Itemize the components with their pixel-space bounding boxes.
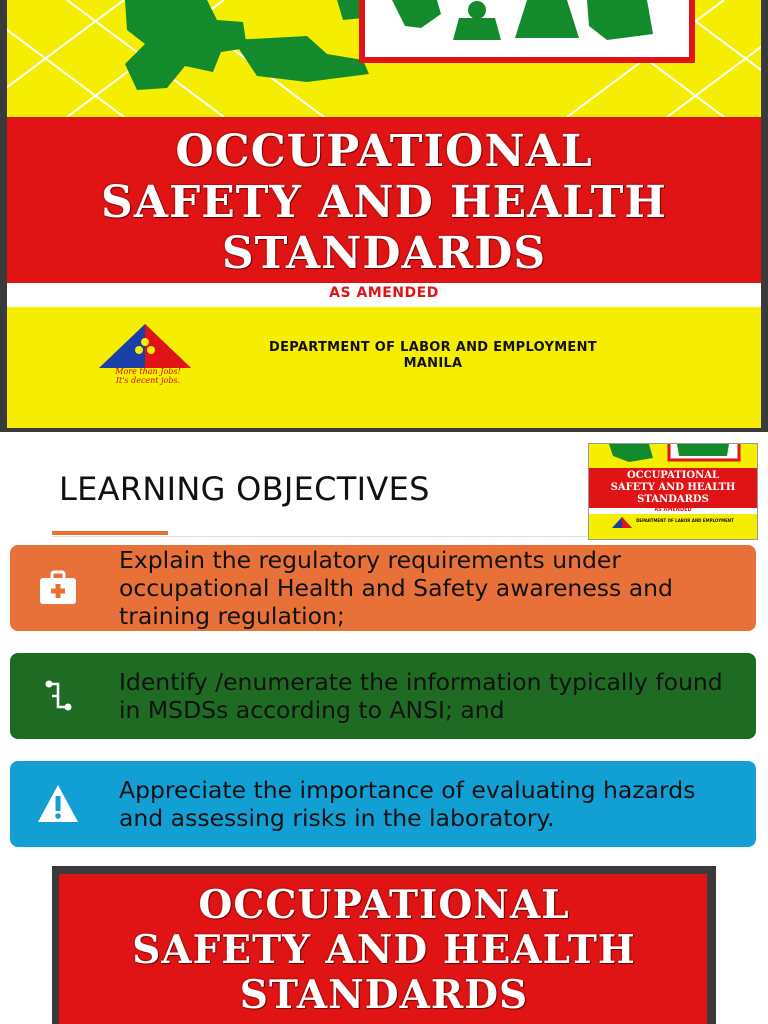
thumbnail-title-line: STANDARDS [637,494,709,505]
banner-title [52,883,716,1018]
cover-title-line: STANDARDS [221,228,547,279]
heading-accent-underline [52,531,168,535]
thumbnail-title [589,470,757,506]
slogan-line: It's decent jobs. [115,376,181,385]
bottom-title-banner [52,866,716,1024]
cover-slogan [93,367,203,385]
cover-map-graphic [7,0,761,117]
thumbnail-map-graphic [589,444,757,468]
cover-inner [7,0,761,428]
cover-title-line: OCCUPATIONAL [175,126,593,177]
cover-title [7,126,761,279]
department-line: MANILA [403,356,463,371]
flow-steps-icon [36,674,80,718]
thumbnail-subtitle: AS AMENDED [654,507,692,513]
thumbnail-title-line: SAFETY AND HEALTH [610,482,736,493]
heading-divider [52,536,587,537]
objective-card [10,545,756,631]
banner-title-line: STANDARDS [239,972,529,1018]
cover-yellow-area [7,0,761,117]
slogan-line: More than Jobs! [115,367,181,376]
banner-title-line: OCCUPATIONAL [198,882,570,928]
cover-title-line: SAFETY AND HEALTH [101,177,667,228]
thumbnail-title-line: OCCUPATIONAL [626,470,720,481]
objective-text: Identify /enumerate the information typically found in MSDSs according to ANSI; and [119,668,723,724]
objective-card [10,653,756,739]
warning-icon [36,782,80,826]
first-aid-kit-icon [36,566,80,610]
department-line: DEPARTMENT OF LABOR AND EMPLOYMENT [269,340,597,355]
cover-thumbnail [588,443,758,540]
cover-image [0,0,768,432]
department-name [193,340,673,372]
objective-card [10,761,756,847]
cover-subtitle: AS AMENDED [329,285,439,301]
banner-title-line: SAFETY AND HEALTH [132,927,636,973]
learning-objectives-heading: LEARNING OBJECTIVES [59,470,430,508]
thumbnail-department: DEPARTMENT OF LABOR AND EMPLOYMENT [636,518,734,523]
objective-text: Appreciate the importance of evaluating hazards and assessing risks in the laboratory. [119,776,696,832]
objective-text: Explain the regulatory requirements under occupational Health and Safety awareness and training regulation; [119,546,673,630]
